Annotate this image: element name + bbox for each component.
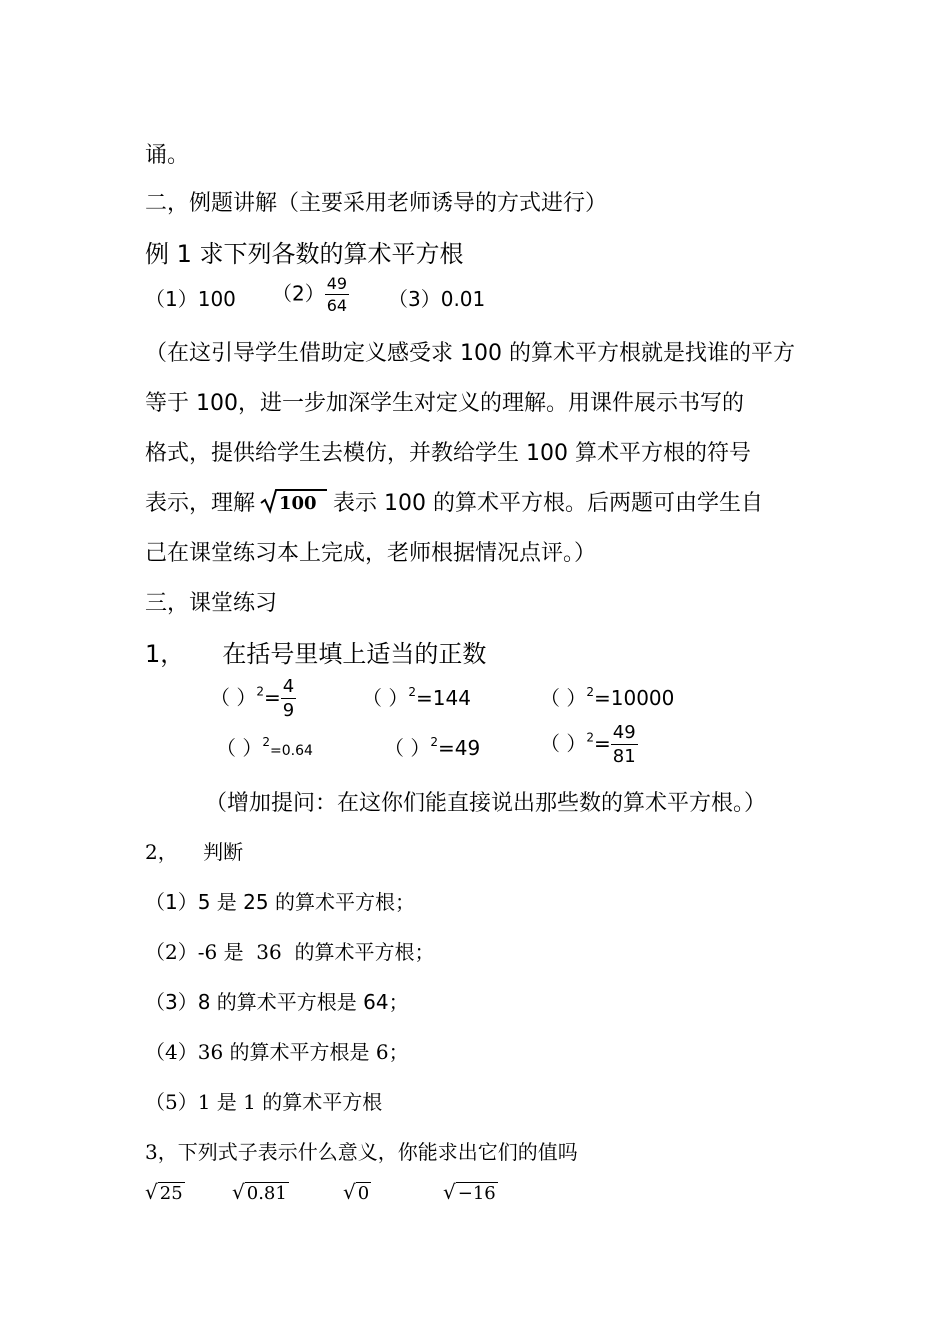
blank-paren: （ ） xyxy=(540,731,587,756)
fraction-numerator: 49 xyxy=(326,274,348,293)
judge-item-4: （4）36 的算术平方根是 6； xyxy=(145,1040,409,1064)
example-item-2 xyxy=(272,276,349,314)
paragraph-line: 格式，提供给学生去模仿，并教给学生 100 算术平方根的符号 xyxy=(145,441,751,466)
example-item-2-prefix: （2） xyxy=(272,281,325,306)
fill-blank-6 xyxy=(540,724,638,766)
exponent: 2 xyxy=(430,735,438,749)
exponent: 2 xyxy=(256,684,264,699)
fill-blank-3 xyxy=(540,682,674,711)
exponent: 2 xyxy=(586,685,594,699)
judge-item-1: （1）5 是 25 的算术平方根； xyxy=(145,890,415,914)
paragraph-text: 表示 100 的算术平方根。后两题可由学生自 xyxy=(333,491,763,516)
question-2: 2， 判断 xyxy=(145,840,244,864)
fraction xyxy=(281,678,296,720)
example-item-1: （1）100 xyxy=(145,287,236,311)
equals: =144 xyxy=(416,686,471,710)
exponent: 2 xyxy=(262,735,270,749)
equals: = xyxy=(264,685,281,710)
paragraph-line: 己在课堂练习本上完成，老师根据情况点评。） xyxy=(145,541,597,566)
fraction-denominator: 9 xyxy=(282,700,295,721)
equals: =0.64 xyxy=(270,743,313,759)
equals: =10000 xyxy=(594,686,675,710)
paragraph-text: 表示，理解 xyxy=(145,491,256,516)
section-heading: 三，课堂练习 xyxy=(145,591,278,616)
fill-blank-4 xyxy=(216,732,313,761)
sqrt-expression xyxy=(443,1180,498,1204)
fill-blank-5 xyxy=(384,732,480,761)
sqrt-expression xyxy=(145,1180,185,1204)
question-3: 3，下列式子表示什么意义，你能求出它们的值吗 xyxy=(145,1140,578,1164)
radical-icon: √ xyxy=(232,1180,245,1204)
blank-paren: （ ） xyxy=(362,686,409,710)
question-1: 1， 在括号里填上适当的正数 xyxy=(145,640,487,668)
example-heading: 例 1 求下列各数的算术平方根 xyxy=(145,240,464,268)
paragraph-line: （在这引导学生借助定义感受求 100 的算术平方根就是找谁的平方 xyxy=(145,341,795,366)
blank-paren: （ ） xyxy=(384,736,431,760)
fill-blank-2 xyxy=(362,682,471,711)
blank-paren: （ ） xyxy=(210,685,257,710)
blank-paren: （ ） xyxy=(216,736,263,760)
radical-icon xyxy=(259,488,329,514)
radical-icon: √ xyxy=(343,1180,356,1204)
fill-blank-1 xyxy=(210,678,296,720)
paragraph-line xyxy=(145,486,763,520)
equals: = xyxy=(594,731,611,756)
radicand: 0 xyxy=(357,1183,370,1204)
judge-item-5: （5）1 是 1 的算术平方根 xyxy=(145,1090,383,1114)
sqrt-expression xyxy=(343,1180,371,1204)
radicand: 25 xyxy=(159,1183,183,1204)
judge-item-2: （2）-6 是 36 的算术平方根； xyxy=(145,940,435,964)
fraction xyxy=(611,724,638,766)
fraction-numerator: 4 xyxy=(282,676,295,697)
fraction xyxy=(325,276,349,314)
exponent: 2 xyxy=(408,685,416,699)
radical-icon: √ xyxy=(443,1180,456,1204)
paragraph-line: 等于 100，进一步加深学生对定义的理解。用课件展示书写的 xyxy=(145,391,744,416)
example-item-3: （3）0.01 xyxy=(388,287,486,311)
judge-item-3: （3）8 的算术平方根是 64； xyxy=(145,990,409,1014)
sqrt-expression xyxy=(259,488,329,520)
section-heading: 二，例题讲解（主要采用老师诱导的方式进行） xyxy=(145,191,608,216)
equals: =49 xyxy=(438,736,481,760)
radicand: 100 xyxy=(279,493,317,514)
sqrt-expression xyxy=(232,1180,289,1204)
blank-paren: （ ） xyxy=(540,686,587,710)
note-text: （增加提问：在这你们能直接说出那些数的算术平方根。） xyxy=(205,791,767,816)
radicand: −16 xyxy=(457,1183,496,1204)
fraction-denominator: 64 xyxy=(326,296,348,315)
fraction-numerator: 49 xyxy=(612,722,636,743)
text-line: 诵。 xyxy=(145,143,190,168)
exponent: 2 xyxy=(586,730,594,745)
fraction-denominator: 81 xyxy=(612,746,636,767)
radicand: 0.81 xyxy=(246,1183,287,1204)
radical-icon: √ xyxy=(145,1180,158,1204)
